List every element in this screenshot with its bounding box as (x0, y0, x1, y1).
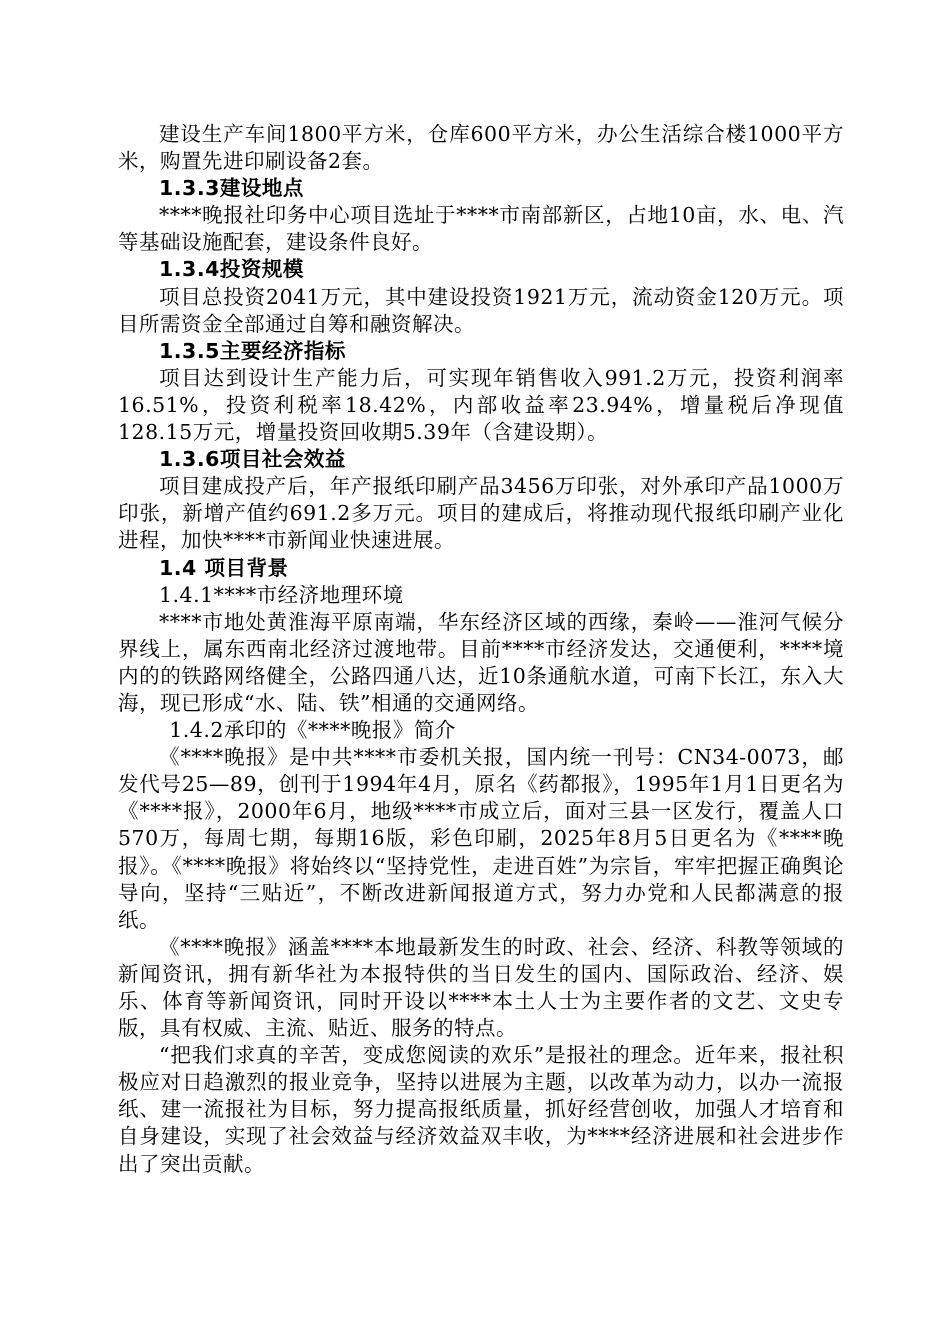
paragraph-newspaper-philosophy: “把我们求真的辛苦，变成您阅读的欢乐”是报社的理念。近年来，报社积极应对日趋激烈的报业竞争，坚持以进展为主题，以改革为动力，以办一流报纸、建一流报社为目标，努力提高报纸质量，抓好经营创收，加强人才培育和自身建设，实现了社会效益与经济效益双丰收，为****经济进展和社会进步作出了突出贡献。 (118, 1043, 844, 1176)
paragraph-newspaper-intro: 《****晚报》是中共****市委机关报，国内统一刊号：CN34-0073，邮发代号25—89，创刊于1994年4月，原名《药都报》，1995年1月1日更名为《****报》，2000年6月，地级****市成立后，面对三县一区发行，覆盖人口570万，每周七期，每期16版，彩色印刷，2025年8月5日更名为《****晚报》。《****晚报》将始终以“坚持党性，走进百姓”为宗旨，牢牢把握正确舆论导向，坚持“三贴近”，不断改进新闻报道方式，努力办党和人民都满意的报纸。 (118, 745, 844, 932)
heading-investment-scale: 1.3.4投资规模 (159, 257, 304, 282)
subheading-geography: 1.4.1****市经济地理环境 (159, 582, 404, 607)
heading-construction-site: 1.3.3建设地点 (159, 176, 304, 201)
paragraph-construction-scale: 建设生产车间1800平方米，仓库600平方米，办公生活综合楼1000平方米，购置先进印刷设备2套。 (118, 122, 844, 174)
paragraph-economic-indicators: 项目达到设计生产能力后，可实现年销售收入991.2万元，投资利润率16.51%，投资利税率18.42%，内部收益率23.94%，增量税后净现值128.15万元，增量投资回收期5.39年（含建设期）。 (118, 365, 844, 445)
heading-social-benefits: 1.3.6项目社会效益 (159, 447, 346, 472)
paragraph-newspaper-content: 《****晚报》涵盖****本地最新发生的时政、社会、经济、科教等领域的新闻资讯，拥有新华社为本报特供的当日发生的国内、国际政治、经济、娱乐、体育等新闻资讯，同时开设以****本土人士为主要作者的文艺、文史专版，具有权威、主流、贴近、服务的特点。 (118, 934, 844, 1041)
paragraph-geography: ****市地处黄淮海平原南端，华东经济区域的西缘，秦岭——淮河气候分界线上，属东西南北经济过渡地带。目前****市经济发达，交通便利，****境内的的铁路网络健全，公路四通八达，近10条通航水道，可南下长江，东入大海，现已形成“水、陆、铁”相通的交通网络。 (118, 609, 844, 715)
paragraph-social-benefits: 项目建成投产后，年产报纸印刷产品3456万印张，对外承印产品1000万印张，新增产值约691.2多万元。项目的建成后，将推动现代报纸印刷产业化进程，加快****市新闻业快速进展。 (118, 474, 844, 553)
heading-economic-indicators: 1.3.5主要经济指标 (159, 338, 346, 363)
heading-project-background: 1.4 项目背景 (159, 555, 289, 580)
document-page (118, 121, 844, 1178)
subheading-newspaper-intro: 1.4.2承印的《****晚报》简介 (169, 718, 456, 743)
paragraph-investment-scale: 项目总投资2041万元，其中建设投资1921万元，流动资金120万元。项目所需资金全部通过自筹和融资解决。 (118, 284, 844, 336)
paragraph-construction-site: ****晚报社印务中心项目选址于****市南部新区，占地10亩，水、电、汽等基础设施配套，建设条件良好。 (118, 203, 844, 255)
